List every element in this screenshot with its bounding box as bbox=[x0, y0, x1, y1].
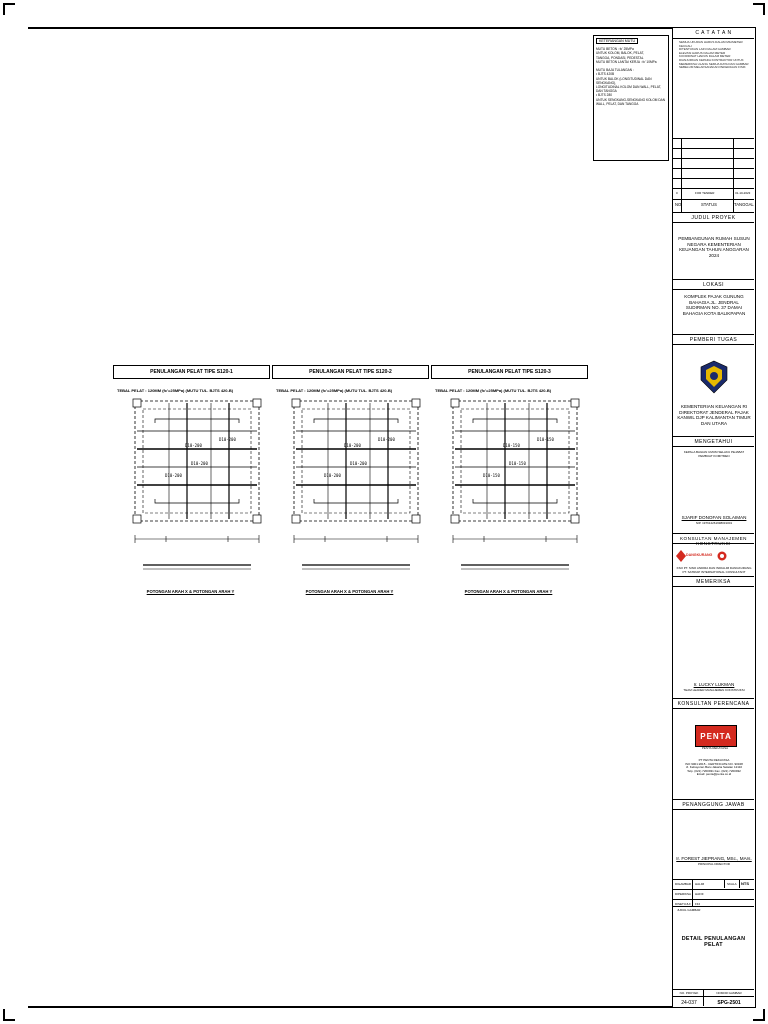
pemberi-tugas-header: PEMBERI TUGAS bbox=[689, 337, 738, 343]
rebar-hook-bottom bbox=[155, 499, 239, 503]
memeriksa-role: TEAM LEADER MANAJEMEN KONSTRUKSI bbox=[683, 688, 745, 692]
rebar-label: D10-200 bbox=[219, 437, 236, 442]
catatan-line: DITENTUKAN LAIN DALAM GAMBAR bbox=[679, 47, 731, 52]
rebar-label: D10-200 bbox=[378, 437, 395, 442]
mk-logo-text: DANGKURANG bbox=[686, 553, 713, 557]
slab-plan-drawing bbox=[113, 395, 270, 590]
panel-caption: POTONGAN ARAH X & POTONGAN ARAH Y bbox=[146, 589, 235, 594]
rebar-hook-bottom bbox=[473, 499, 557, 503]
column-block bbox=[571, 515, 579, 523]
judul-proyek-header: JUDUL PROYEK bbox=[691, 215, 736, 221]
nomor-gambar-label: NOMOR GAMBAR bbox=[716, 991, 742, 995]
column-block bbox=[292, 515, 300, 523]
disetujui-label: DISETUJUI bbox=[675, 902, 691, 906]
column-block bbox=[253, 399, 261, 407]
rebar-label: D10-200 bbox=[350, 461, 367, 466]
pj-name: Ir. FOREST JIEPRANG, MSc., MArs. bbox=[676, 856, 752, 861]
perencana-line: PT PENTA REKAYASA bbox=[698, 758, 730, 762]
catatan-line: ELEVASI HARUS DALAM METER bbox=[679, 50, 726, 55]
panel-title: PENULANGAN PELAT TIPE S120-3 bbox=[431, 365, 588, 379]
legend-line: MUTU BETON LANTAI KERJA : fc' 10MPa bbox=[596, 59, 657, 64]
crop-mark-top-right bbox=[753, 3, 765, 15]
rev-date: 31-10-2023 bbox=[735, 191, 751, 195]
column-block bbox=[253, 515, 261, 523]
panel-subtitle: TEBAL PELAT : 120MM (fc'=25MPa) (MUTU TUL. BJTS 420-B) bbox=[276, 388, 393, 393]
detail-panel-3 bbox=[431, 365, 588, 617]
crop-mark-bottom-right bbox=[753, 1009, 765, 1021]
disetujui-value: FFJ bbox=[695, 902, 701, 906]
perencana-details bbox=[676, 759, 752, 777]
catatan-line: SEBELUM MELAKSANAKAN PEKERJAAN FISIK bbox=[679, 65, 746, 70]
column-block bbox=[292, 399, 300, 407]
judul-gambar-label: JUDUL GAMBAR bbox=[677, 908, 701, 912]
quality-legend bbox=[593, 35, 669, 161]
memeriksa-header: MEMERIKSA bbox=[696, 579, 731, 585]
crop-mark-bottom-left bbox=[3, 1009, 15, 1021]
title-block bbox=[672, 27, 756, 1008]
legend-line: UNTUK BALOK (LONGITUDINAL DAN SENGKANG), bbox=[596, 76, 652, 85]
mk-header: KONSULTAN MANAJEMEN KONSTRUKSI bbox=[679, 536, 747, 546]
col-tanggal: TANGGAL bbox=[734, 202, 754, 207]
ministry-emblem-icon bbox=[699, 360, 729, 394]
rebar-label: D10-150 bbox=[483, 473, 500, 478]
catatan-line: DIANJURKAN KEPADA KONTRAKTOR UNTUK bbox=[679, 57, 744, 62]
perencana-line: ISO 9001:2015 - CERTIFICATE NO. 90328 bbox=[685, 761, 743, 766]
project-title: PEMBANGUNAN RUMAH SUSUN NEGARA KEMENTERIAN KEUANGAN TAHUN ANGGARAN 2024 bbox=[678, 236, 750, 258]
lokasi-header: LOKASI bbox=[702, 282, 725, 288]
mk-details bbox=[676, 567, 752, 574]
column-block bbox=[412, 515, 420, 523]
no-proyek-label: NO. PROYEK bbox=[679, 991, 699, 995]
digambar-value: HALIM bbox=[695, 882, 705, 886]
legend-line: TANGGA, PONDASI, PEDESTAL bbox=[596, 55, 644, 60]
perencana-line: Email: penta@penta.co.id bbox=[696, 772, 732, 777]
project-location: KOMPLEK PAJAK GUNUNG BAHAGIA JL. JENDRAL SUDIRMAN NO. 37 DAMAI BAHAGIA KOTA BALIKPAPAN bbox=[682, 294, 746, 316]
rev-status: FOR TENDER bbox=[695, 191, 715, 195]
drawing-title: DETAIL PENULANGAN PELAT bbox=[681, 936, 746, 948]
memeriksa-name: Ir. LUCKY LUKMAN bbox=[693, 682, 735, 687]
skala-value: NTS bbox=[741, 881, 749, 886]
nomor-gambar-value: SPG-2501 bbox=[717, 1000, 741, 1006]
mk-logo-2 bbox=[717, 549, 751, 563]
catatan-notes bbox=[679, 41, 753, 70]
catatan-line: SEMUA UKURAN HARUS DALAM MILIMETER KECUALI bbox=[679, 40, 743, 48]
catatan-header: C A T A T A N bbox=[695, 30, 732, 36]
rebar-hook-top bbox=[155, 419, 239, 423]
diperiksa-label: DIPERIKSA bbox=[675, 892, 692, 896]
mengetahui-role: KEPALA BAGIAN UMUM SELAKU PEJABAT PEMBUAT KOMITMEN bbox=[683, 450, 745, 458]
panel-title: PENULANGAN PELAT TIPE S120-2 bbox=[272, 365, 429, 379]
crop-mark-top-left bbox=[3, 3, 15, 15]
legend-lines bbox=[596, 47, 666, 106]
revision-grid bbox=[673, 138, 754, 210]
rebar-label: D10-200 bbox=[324, 473, 341, 478]
perencana-line: Telp. (021) 7200931 Fax. (021) 7200932 bbox=[687, 768, 741, 773]
detail-panel-1 bbox=[113, 365, 270, 617]
rebar-hook-top bbox=[314, 419, 398, 423]
digambar-label: DIGAMBAR bbox=[675, 882, 692, 886]
panel-subtitle: TEBAL PELAT : 120MM (fc'=25MPa) (MUTU TUL. BJTS 420-B) bbox=[117, 388, 234, 393]
diperiksa-value: HAFIF bbox=[695, 892, 704, 896]
legend-title: KETERANGAN MUTU bbox=[596, 38, 638, 44]
catatan-line: KOORDINAT HARUS DALAM METER bbox=[679, 54, 731, 59]
legend-line: UNTUK KOLOM, BALOK, PELAT, bbox=[596, 51, 644, 56]
legend-line: MUTU BETON : fc' 25MPa bbox=[596, 47, 634, 52]
perencana-line: Jl. Kebayoran Baru Jakarta Selatan 12110 bbox=[685, 765, 743, 770]
legend-line: • BJTS 280 bbox=[596, 93, 612, 98]
panel-title: PENULANGAN PELAT TIPE S120-1 bbox=[113, 365, 270, 379]
column-block bbox=[133, 399, 141, 407]
rebar-label: D10-200 bbox=[185, 443, 202, 448]
slab-plan-drawing bbox=[272, 395, 429, 590]
drawing-info bbox=[673, 879, 754, 909]
mengetahui-name: SJARIF DONOFAN SOLAIMAN bbox=[681, 515, 747, 520]
legend-line: • BJTS 420B bbox=[596, 72, 615, 77]
mk-line: KSO PT. SINO ANDIRA DAN INDIALIM DANGKURANG bbox=[676, 566, 752, 570]
column-block bbox=[412, 399, 420, 407]
column-block bbox=[133, 515, 141, 523]
rebar-label: D10-200 bbox=[165, 473, 182, 478]
rebar-label: D10-150 bbox=[503, 443, 520, 448]
pj-role: PRINCIPAL DIRECTOR bbox=[698, 862, 730, 866]
penta-logo bbox=[695, 725, 737, 747]
column-block bbox=[451, 399, 459, 407]
rebar-label: D10-150 bbox=[537, 437, 554, 442]
rebar-label: D10-200 bbox=[344, 443, 361, 448]
perencana-header: KONSULTAN PERENCANA bbox=[677, 701, 750, 707]
rebar-label: D10-150 bbox=[509, 461, 526, 466]
legend-line: UNTUK SENGKANG-SENGKANG KOLOM DAN WALL, PELAT, DAN TANGGA bbox=[596, 97, 666, 106]
pj-header: PENANGGUNG JAWAB bbox=[682, 802, 745, 808]
mk-logo-mark-icon bbox=[676, 550, 686, 562]
panel-caption: POTONGAN ARAH X & POTONGAN ARAH Y bbox=[464, 589, 553, 594]
rev-no: 0 bbox=[676, 191, 678, 195]
mk-logo bbox=[676, 549, 712, 563]
col-no: NO bbox=[675, 202, 682, 207]
slab-plan-drawing bbox=[431, 395, 588, 590]
col-status: STATUS bbox=[701, 202, 717, 207]
penta-logo-text: PENTA bbox=[700, 732, 732, 741]
detail-panel-2 bbox=[272, 365, 429, 617]
no-proyek-value: 24-037 bbox=[681, 1000, 697, 1006]
penta-logo-sub: PENTA REKAYASA bbox=[701, 746, 729, 750]
catatan-line: MEMERIKSA ULANG SEMUA DATA DAN GAMBAR bbox=[679, 61, 749, 66]
client-name: KEMENTERIAN KEUANGAN RI DIREKTORAT JENDERAL PAJAK KANWIL DJP KALIMANTAN TIMUR DAN UTARA bbox=[677, 404, 751, 426]
rebar-label: D10-200 bbox=[191, 461, 208, 466]
rebar-hook-bottom bbox=[314, 499, 398, 503]
rebar-hook-top bbox=[473, 419, 557, 423]
mk-line: PT. SATRIAP INTERNATIONAL CONSULTANT bbox=[682, 569, 746, 574]
column-block bbox=[451, 515, 459, 523]
panel-caption: POTONGAN ARAH X & POTONGAN ARAH Y bbox=[305, 589, 394, 594]
legend-line: LONGITUDINAL KOLOM DAN WALL, PELAT, DAN TANGGA bbox=[596, 85, 662, 94]
column-block bbox=[571, 399, 579, 407]
mengetahui-nip: NIP. 197612261998031001 bbox=[695, 521, 733, 525]
panel-subtitle: TEBAL PELAT : 120MM (fc'=25MPa) (MUTU TUL. BJTS 420-B) bbox=[435, 388, 552, 393]
skala-label: SKALA bbox=[727, 882, 737, 886]
mk-logo-2-icon bbox=[717, 550, 727, 562]
legend-line: MUTU BAJA TULANGAN : bbox=[596, 68, 634, 73]
mengetahui-header: MENGETAHUI bbox=[694, 439, 733, 445]
